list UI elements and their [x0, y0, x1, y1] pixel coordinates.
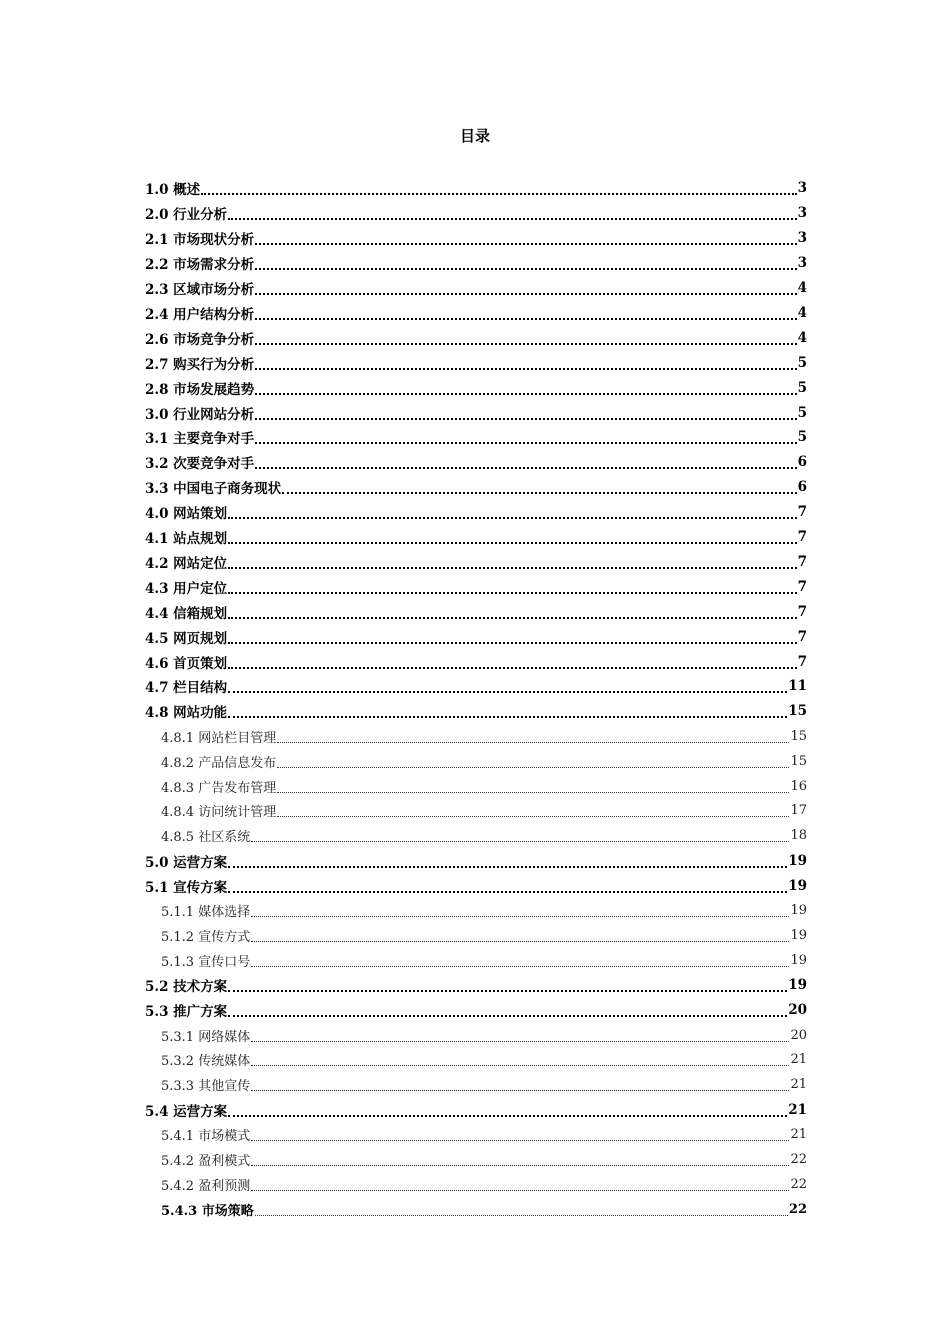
- toc-entry[interactable]: [145, 276, 807, 301]
- toc-entry-label: 5.4.3 市场策略: [161, 1203, 254, 1219]
- toc-entry-page-number: 5: [797, 404, 807, 421]
- toc-dot-leader: [228, 202, 796, 220]
- toc-entry-page-number: 5: [797, 354, 807, 371]
- toc-entry-page-number: 4: [797, 280, 807, 297]
- toc-entry-page-number: 3: [797, 230, 807, 247]
- toc-entry-label: 4.7 栏目结构: [145, 680, 228, 697]
- toc-dot-leader: [255, 277, 796, 295]
- toc-dot-leader: [255, 327, 796, 345]
- toc-dot-leader: [282, 476, 796, 494]
- toc-dot-leader: [228, 875, 787, 893]
- toc-entry-label: 4.6 首页策划: [145, 655, 228, 672]
- toc-entry-label: 4.2 网站定位: [145, 555, 228, 572]
- toc-entry-page-number: 6: [797, 454, 807, 471]
- toc-entry-page-number: 3: [797, 255, 807, 272]
- toc-entry-label: 5.1.2 宣传方式: [161, 929, 251, 945]
- toc-dot-leader: [228, 551, 796, 569]
- toc-entry-label: 4.8.2 产品信息发布: [161, 755, 277, 771]
- toc-entry[interactable]: [145, 550, 807, 575]
- toc-dot-leader: [251, 950, 789, 967]
- toc-entry[interactable]: [145, 574, 807, 599]
- toc-dot-leader: [255, 377, 796, 395]
- toc-entry[interactable]: [145, 973, 807, 998]
- toc-entry[interactable]: [145, 699, 807, 724]
- toc-entry[interactable]: [161, 898, 807, 923]
- toc-entry-page-number: 15: [788, 703, 807, 720]
- toc-dot-leader: [255, 451, 796, 469]
- toc-dot-leader: [255, 1199, 788, 1216]
- toc-entry-label: 4.8.5 社区系统: [161, 830, 251, 846]
- toc-entry[interactable]: [161, 1072, 807, 1097]
- toc-entry-page-number: 19: [790, 903, 807, 919]
- toc-entry-label: 4.8.3 广告发布管理: [161, 780, 277, 796]
- toc-entry-label: 1.0 概述: [145, 182, 201, 199]
- toc-entry-label: 4.0 网站策划: [145, 506, 228, 523]
- toc-entry-label: 4.1 站点规划: [145, 531, 228, 548]
- toc-entry[interactable]: [145, 325, 807, 350]
- toc-dot-leader: [228, 675, 787, 693]
- toc-title: 目录: [459, 127, 490, 145]
- toc-entry-label: 3.1 主要竞争对手: [145, 431, 255, 448]
- toc-entry-label: 2.7 购买行为分析: [145, 356, 255, 373]
- toc-entry[interactable]: [145, 500, 807, 525]
- toc-entry[interactable]: [145, 624, 807, 649]
- toc-entry-page-number: 22: [790, 1152, 807, 1168]
- toc-dot-leader: [255, 426, 796, 444]
- toc-entry-page-number: 6: [797, 479, 807, 496]
- toc-dot-leader: [228, 700, 787, 718]
- toc-entry-label: 5.1.1 媒体选择: [161, 905, 251, 921]
- toc-entry-page-number: 7: [797, 653, 807, 670]
- toc-entry-label: 5.0 运营方案: [145, 854, 228, 871]
- toc-entry-page-number: 17: [790, 803, 807, 819]
- toc-dot-leader: [228, 626, 796, 644]
- toc-dot-leader: [228, 974, 787, 992]
- toc-dot-leader: [228, 850, 787, 868]
- toc-dot-leader: [228, 1099, 787, 1117]
- toc-entry-page-number: 19: [790, 952, 807, 968]
- toc-dot-leader: [228, 999, 787, 1017]
- toc-entry-page-number: 7: [797, 504, 807, 521]
- toc-entry-label: 4.8 网站功能: [145, 705, 228, 722]
- toc-entry[interactable]: [145, 475, 807, 500]
- toc-entry[interactable]: [161, 1023, 807, 1048]
- toc-entry-page-number: 7: [797, 578, 807, 595]
- toc-dot-leader: [255, 402, 796, 420]
- toc-entry-label: 2.3 区域市场分析: [145, 282, 255, 299]
- toc-entry-page-number: 7: [797, 529, 807, 546]
- toc-entry-label: 5.4.2 盈利预测: [161, 1178, 251, 1194]
- toc-dot-leader: [255, 227, 796, 245]
- toc-entry-page-number: 5: [797, 429, 807, 446]
- toc-dot-leader: [251, 1174, 789, 1191]
- toc-entry[interactable]: [161, 823, 807, 848]
- toc-entry[interactable]: [145, 201, 807, 226]
- toc-entry-page-number: 4: [797, 304, 807, 321]
- toc-entry-label: 4.4 信箱规划: [145, 605, 228, 622]
- toc-dot-leader: [228, 526, 796, 544]
- toc-entry-page-number: 21: [788, 1101, 807, 1118]
- toc-entry[interactable]: [145, 1097, 807, 1122]
- toc-entry-label: 5.2 技术方案: [145, 979, 228, 996]
- toc-entry[interactable]: [161, 1048, 807, 1073]
- toc-entry-label: 5.3.2 传统媒体: [161, 1054, 251, 1070]
- toc-entry[interactable]: [145, 400, 807, 425]
- toc-entry-page-number: 3: [797, 205, 807, 222]
- toc-entry[interactable]: [161, 724, 807, 749]
- toc-entry-label: 5.4 运营方案: [145, 1103, 228, 1120]
- toc-entry-page-number: 20: [788, 1002, 807, 1019]
- toc-entry-label: 5.3.3 其他宣传: [161, 1079, 251, 1095]
- toc-dot-leader: [251, 1025, 789, 1042]
- toc-entry-label: 4.8.1 网站栏目管理: [161, 730, 277, 746]
- toc-entry-page-number: 15: [790, 728, 807, 744]
- toc-entry-page-number: 16: [790, 778, 807, 794]
- toc-entry[interactable]: [145, 226, 807, 251]
- toc-dot-leader: [277, 751, 789, 768]
- toc-dot-leader: [277, 726, 789, 743]
- toc-entry-page-number: 4: [797, 329, 807, 346]
- toc-dot-leader: [251, 900, 789, 917]
- toc-entry-page-number: 20: [790, 1027, 807, 1043]
- toc-dot-leader: [251, 1124, 789, 1141]
- toc-entry[interactable]: [161, 1147, 807, 1172]
- toc-dot-leader: [201, 177, 796, 195]
- toc-entry-page-number: 15: [790, 753, 807, 769]
- toc-dot-leader: [251, 825, 789, 842]
- toc-entry[interactable]: [161, 1172, 807, 1197]
- toc-entry[interactable]: [161, 1197, 807, 1222]
- toc-entry-label: 2.8 市场发展趋势: [145, 381, 255, 398]
- toc-entry-page-number: 21: [790, 1077, 807, 1093]
- toc-entry-page-number: 22: [788, 1201, 807, 1217]
- toc-entry[interactable]: [145, 848, 807, 873]
- toc-entry[interactable]: [161, 749, 807, 774]
- toc-entry-page-number: 19: [788, 852, 807, 869]
- toc-entry-label: 4.3 用户定位: [145, 580, 228, 597]
- toc-entry-label: 3.2 次要竞争对手: [145, 456, 255, 473]
- toc-dot-leader: [228, 501, 796, 519]
- toc-entry[interactable]: [145, 350, 807, 375]
- toc-entry-page-number: 7: [797, 603, 807, 620]
- toc-dot-leader: [251, 1049, 789, 1066]
- toc-entry-page-number: 21: [790, 1052, 807, 1068]
- toc-entry-label: 2.4 用户结构分析: [145, 306, 255, 323]
- toc-entry[interactable]: [145, 425, 807, 450]
- toc-entry[interactable]: [145, 649, 807, 674]
- toc-entry-page-number: 5: [797, 379, 807, 396]
- toc-entry[interactable]: [161, 923, 807, 948]
- toc-entry-page-number: 21: [790, 1127, 807, 1143]
- toc-entry-label: 5.1.3 宣传口号: [161, 954, 251, 970]
- toc-entry[interactable]: [161, 948, 807, 973]
- toc-entry-label: 5.4.2 盈利模式: [161, 1154, 251, 1170]
- toc-entry[interactable]: [145, 599, 807, 624]
- toc-entry-page-number: 3: [797, 180, 807, 197]
- toc-entry-page-number: 11: [788, 678, 807, 695]
- toc-entry-label: 4.5 网页规划: [145, 630, 228, 647]
- toc-entry-page-number: 7: [797, 628, 807, 645]
- toc-entry[interactable]: [145, 525, 807, 550]
- toc-entry-label: 4.8.4 访问统计管理: [161, 805, 277, 821]
- toc-dot-leader: [251, 1074, 789, 1091]
- toc-entry[interactable]: [145, 375, 807, 400]
- toc-entry-page-number: 18: [790, 828, 807, 844]
- toc-dot-leader: [251, 1149, 789, 1166]
- toc-entry-label: 5.3 推广方案: [145, 1004, 228, 1021]
- toc-dot-leader: [277, 800, 789, 817]
- toc-dot-leader: [228, 576, 796, 594]
- toc-entry[interactable]: [145, 176, 807, 201]
- toc-dot-leader: [228, 651, 796, 669]
- toc-dot-leader: [251, 925, 789, 942]
- toc-entry-page-number: 22: [790, 1176, 807, 1192]
- toc-entry-label: 5.4.1 市场模式: [161, 1129, 251, 1145]
- toc-entry[interactable]: [145, 251, 807, 276]
- toc-entry[interactable]: [161, 799, 807, 824]
- toc-entry-page-number: 19: [788, 977, 807, 994]
- toc-entry-page-number: 19: [788, 877, 807, 894]
- toc-entry[interactable]: [145, 674, 807, 699]
- toc-entry[interactable]: [145, 998, 807, 1023]
- toc-entry-label: 2.0 行业分析: [145, 207, 228, 224]
- toc-entry[interactable]: [161, 774, 807, 799]
- toc-entry-label: 2.2 市场需求分析: [145, 257, 255, 274]
- toc-entry-label: 3.0 行业网站分析: [145, 406, 255, 423]
- toc-dot-leader: [228, 601, 796, 619]
- toc-entry-page-number: 19: [790, 927, 807, 943]
- toc-entry-page-number: 7: [797, 553, 807, 570]
- toc-entry[interactable]: [145, 301, 807, 326]
- toc-dot-leader: [255, 302, 796, 320]
- toc-entry-label: 5.1 宣传方案: [145, 879, 228, 896]
- toc-entry[interactable]: [145, 873, 807, 898]
- toc-entry-label: 3.3 中国电子商务现状: [145, 481, 282, 498]
- toc-entry[interactable]: [145, 450, 807, 475]
- toc-entry-label: 2.6 市场竞争分析: [145, 331, 255, 348]
- toc-entry[interactable]: [161, 1122, 807, 1147]
- toc-dot-leader: [255, 252, 796, 270]
- toc-dot-leader: [277, 776, 789, 793]
- toc-dot-leader: [255, 352, 796, 370]
- toc-entry-label: 2.1 市场现状分析: [145, 232, 255, 249]
- toc-entry-label: 5.3.1 网络媒体: [161, 1029, 251, 1045]
